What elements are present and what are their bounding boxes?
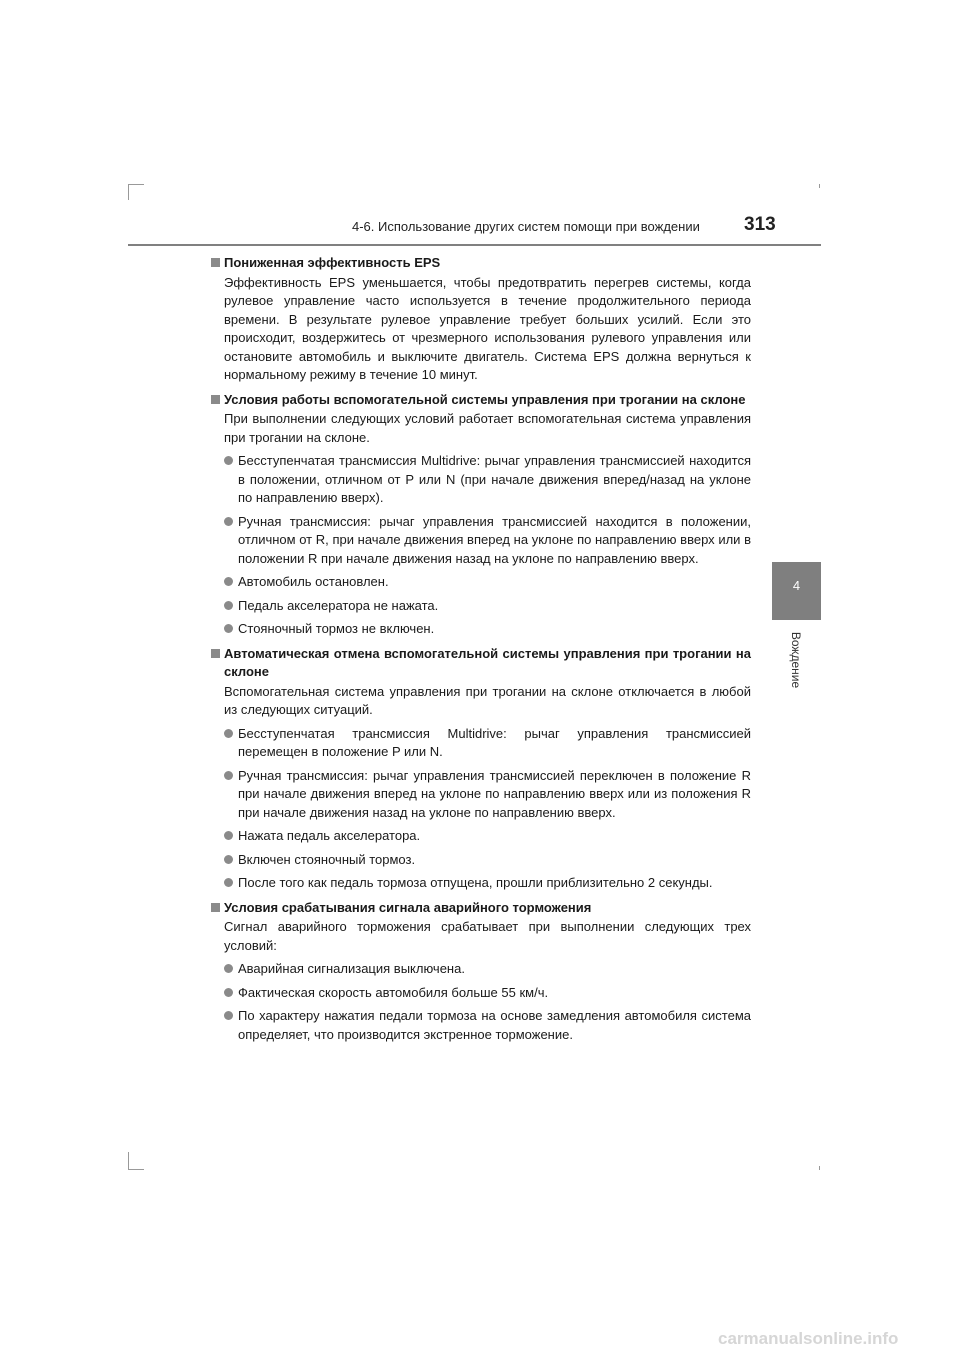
section-title: Автоматическая отмена вспомогательной системы управления при трогании на склоне [210, 645, 751, 682]
section [210, 254, 751, 385]
list-item: Бесступенчатая трансмиссия Multidrive: рычаг управления трансмиссией перемещен в положение P или N. [210, 725, 751, 762]
list-item: Аварийная сигнализация выключена. [210, 960, 751, 979]
circle-bullet-icon [224, 624, 233, 633]
circle-bullet-icon [224, 878, 233, 887]
page-number: 313 [744, 214, 776, 235]
section-paragraph: При выполнении следующих условий работает вспомогательная система управления при трогании на склоне. [224, 411, 751, 445]
section-title: Условия срабатывания сигнала аварийного торможения [210, 899, 751, 918]
crop-mark-bottom-right [819, 1166, 820, 1170]
list-item: Ручная трансмиссия: рычаг управления трансмиссией переключен в положение R при начале движения вперед на уклоне по направлению вверх или из положения R при начале движения назад на уклоне по направлению вверх. [210, 767, 751, 823]
section-title: Условия работы вспомогательной системы управления при трогании на склоне [210, 391, 751, 410]
crop-mark-bottom-left-h [128, 1169, 144, 1170]
chapter-number: 4 [792, 578, 801, 593]
section [210, 899, 751, 1045]
square-bullet-icon [211, 649, 220, 658]
circle-bullet-icon [224, 601, 233, 610]
running-header: 4-6. Использование других систем помощи при вождении [352, 219, 700, 234]
section-paragraph: Эффективность EPS уменьшается, чтобы предотвратить перегрев системы, когда рулевое управление часто используется в течение продолжительного периода времени. В результате рулевое управление требует больших усилий. Если это происходит, воздержитесь от чрезмерного использования рулевого управления или остановите автомобиль и выключите двигатель. Система EPS должна вернуться к нормальному режиму в течение 10 минут. [224, 274, 751, 382]
circle-bullet-icon [224, 517, 233, 526]
list-item: Педаль акселератора не нажата. [210, 597, 751, 616]
crop-mark-top-right [819, 184, 820, 188]
section [210, 645, 751, 893]
square-bullet-icon [211, 258, 220, 267]
circle-bullet-icon [224, 456, 233, 465]
watermark: carmanualsonline.info [718, 1329, 899, 1348]
circle-bullet-icon [224, 729, 233, 738]
circle-bullet-icon [224, 964, 233, 973]
list-item: Фактическая скорость автомобиля больше 55 км/ч. [210, 984, 751, 1003]
crop-mark-top-left-v [128, 184, 129, 200]
list-item: Включен стояночный тормоз. [210, 851, 751, 870]
list-item: Нажата педаль акселератора. [210, 827, 751, 846]
circle-bullet-icon [224, 855, 233, 864]
section-paragraph: Сигнал аварийного торможения срабатывает при выполнении следующих трех условий: [224, 919, 751, 953]
header-rule [128, 244, 821, 246]
circle-bullet-icon [224, 988, 233, 997]
circle-bullet-icon [224, 831, 233, 840]
list-item: Автомобиль остановлен. [210, 573, 751, 592]
circle-bullet-icon [224, 1011, 233, 1020]
crop-mark-bottom-left-v [128, 1152, 129, 1170]
list-item: Бесступенчатая трансмиссия Multidrive: рычаг управления трансмиссией находится в положении, отличном от P или N (при начале движения вперед/назад на уклоне по направлению вверх). [210, 452, 751, 508]
list-item: После того как педаль тормоза отпущена, прошли приблизительно 2 секунды. [210, 874, 751, 893]
list-item: По характеру нажатия педали тормоза на основе замедления автомобиля система определяет, что производится экстренное торможение. [210, 1007, 751, 1044]
section [210, 391, 751, 639]
chapter-label: Вождение [789, 631, 803, 689]
list-item: Ручная трансмиссия: рычаг управления трансмиссией находится в положении, отличном от R, при начале движения вперед на уклоне по направлению вверх или в положении R при начале движения назад на уклоне по направлению вверх. [210, 513, 751, 569]
chapter-tab [772, 562, 821, 620]
circle-bullet-icon [224, 771, 233, 780]
crop-mark-top-left-h [128, 184, 144, 185]
square-bullet-icon [211, 903, 220, 912]
page-content [210, 254, 751, 1050]
square-bullet-icon [211, 395, 220, 404]
circle-bullet-icon [224, 577, 233, 586]
section-title: Пониженная эффективность EPS [210, 254, 751, 273]
list-item: Стояночный тормоз не включен. [210, 620, 751, 639]
section-paragraph: Вспомогательная система управления при трогании на склоне отключается в любой из следующих ситуаций. [224, 683, 751, 717]
